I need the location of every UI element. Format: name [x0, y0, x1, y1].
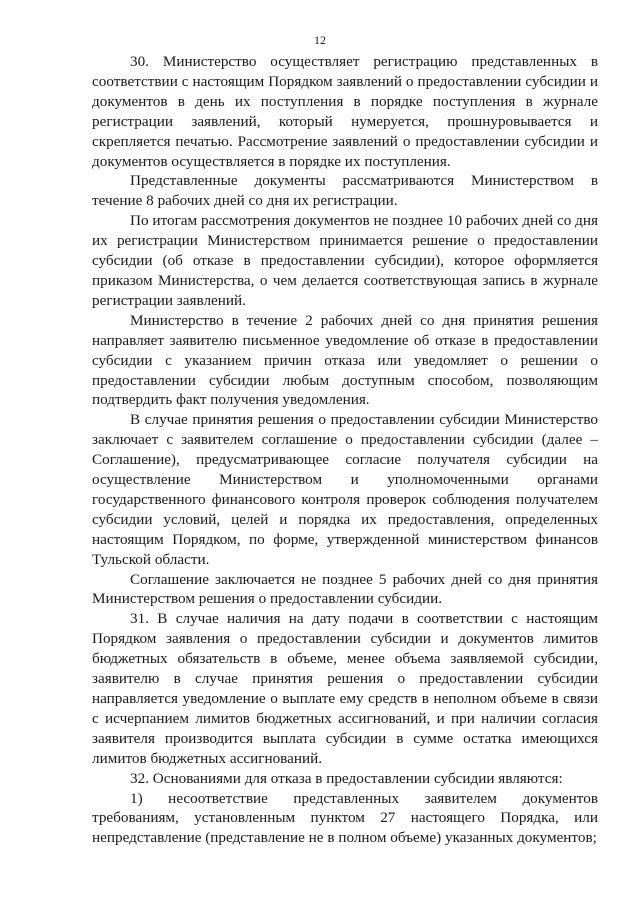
paragraph-refusal-item-1: 1) несоответствие представленных заявителем документов требованиям, установленным пунктом 27 настоящего Порядка, или непредставление (представление не в полном объеме) указанных документов;	[92, 789, 598, 847]
paragraph-31-partial-payment: 31. В случае наличия на дату подачи в соответствии с настоящим Порядком заявления о предоставлении субсидии и документов лимитов бюджетных обязательств в объеме, менее объема заявляемой субсидии, заявителю в случае принятия решения о предоставлении субсидии направляется уведомление о выплате ему средств в неполном объеме в связи с исчерпанием лимитов бюджетных ассигнований, и при наличии согласия заявителя производится выплата субсидии в сумме остатка имеющихся лимитов бюджетных ассигнований.	[92, 610, 598, 767]
paragraph-agreement: В случае принятия решения о предоставлении субсидии Министерство заключает с заявителем соглашение о предоставлении субсидии (далее – Соглашение), предусматривающее согласие получателя субсидии на осуществление Министерством и уполномоченными органами государственного финансового контроля проверок соблюдения получателем субсидии условий, целей и порядка их предоставления, определенных настоящим Порядком, по форме, утвержденной министерством финансов Тульской области.	[92, 411, 598, 568]
paragraph-30-registration: 30. Министерство осуществляет регистрацию представленных в соответствии с настоящим Порядком заявлений о предоставлении субсидии и документов в день их поступления в порядке поступления в журнале регистрации заявлений, который нумеруется, прошнуровывается и скрепляется печатью. Рассмотрение заявлений о предоставлении субсидии и документов осуществляется в порядке их поступления.	[92, 53, 598, 170]
document-body	[92, 52, 598, 848]
paragraph-decision: По итогам рассмотрения документов не позднее 10 рабочих дней со дня их регистрации Министерством принимается решение о предоставлении субсидии (об отказе в предоставлении субсидии), которое оформляется приказом Министерства, о чем делается соответствующая запись в журнале регистрации заявлений.	[92, 212, 598, 309]
paragraph-agreement-deadline: Соглашение заключается не позднее 5 рабочих дней со дня принятия Министерством решения о предоставлении субсидии.	[92, 570, 598, 608]
paragraph-notification: Министерство в течение 2 рабочих дней со дня принятия решения направляет заявителю письменное уведомление об отказе в предоставлении субсидии с указанием причин отказа или уведомляет о решении о предоставлении субсидии любым доступным способом, позволяющим подтвердить факт получения уведомления.	[92, 311, 598, 409]
page-number: 12	[314, 33, 326, 47]
paragraph-review-period: Представленные документы рассматриваются Министерством в течение 8 рабочих дней со дня их регистрации.	[92, 172, 598, 210]
paragraph-32-refusal-grounds: 32. Основаниями для отказа в предоставлении субсидии являются:	[130, 769, 563, 787]
